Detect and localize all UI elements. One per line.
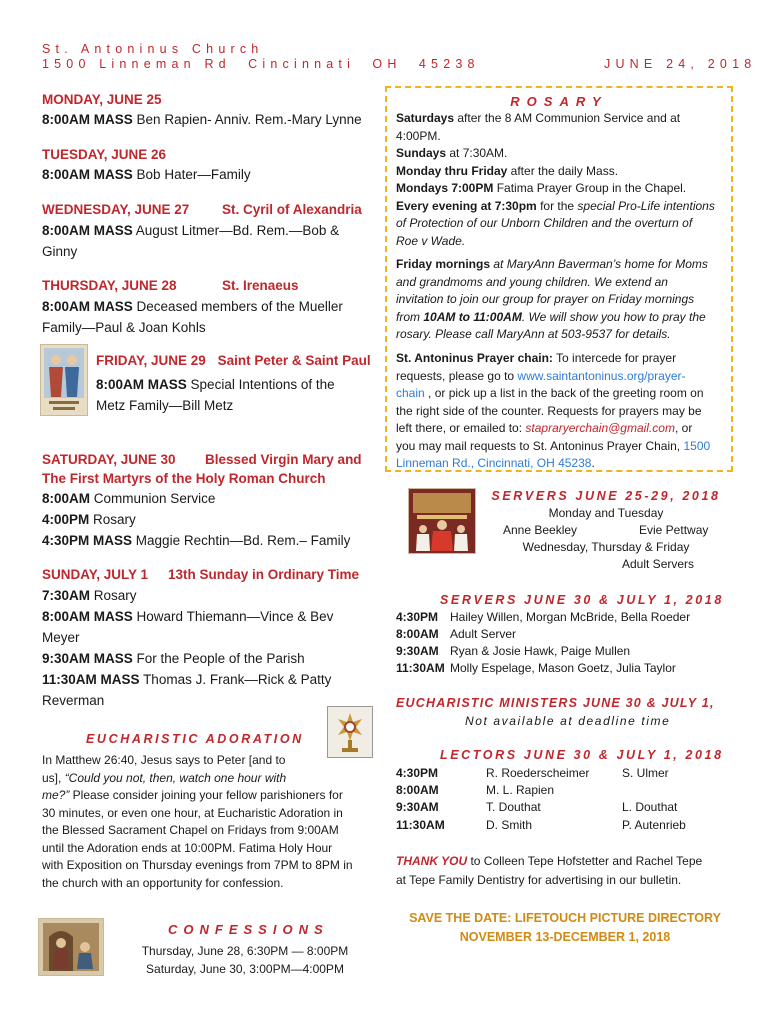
ministers-note: Not available at deadline time [465, 714, 671, 728]
tuesday-mass [42, 164, 251, 185]
saturday-heading: SATURDAY, JUNE 30 [42, 452, 176, 467]
servers-weekend-names-2: Adult Server [450, 627, 517, 641]
lectors-first-3: T. Douthat [486, 800, 541, 814]
thursday-mass [42, 296, 343, 317]
sunday-row-3-time: 9:30AM MASS [42, 651, 133, 666]
thursday-heading: THURSDAY, JUNE 28 [42, 278, 177, 293]
lectors-title: LECTORS JUNE 30 & JULY 1, 2018 [440, 748, 724, 762]
saturday-row-1-text: Communion Service [93, 491, 216, 506]
lectors-second-3: L. Douthat [622, 800, 678, 814]
sunday-row-2-text-2: Meyer [42, 630, 80, 645]
monday-heading: MONDAY, JUNE 25 [42, 92, 162, 107]
sunday-row-2-time: 8:00AM MASS [42, 609, 133, 624]
prayer-chain-line-6 [396, 438, 726, 456]
servers-week-line-3: Wednesday, Thursday & Friday [522, 540, 690, 554]
prayer-chain-line-2a: requests, please go to [396, 368, 518, 383]
sunday-row-1-text: Rosary [93, 588, 137, 603]
altar-servers-image [408, 488, 476, 554]
rosary-saturdays: Saturdays [396, 111, 455, 125]
lectors-second-1: S. Ulmer [622, 766, 669, 780]
adoration-line-3b: Please consider joining your fellow parishioners for [69, 788, 343, 802]
adoration-line-8: the church with an opportunity for confession. [42, 875, 284, 890]
wednesday-mass [42, 220, 339, 241]
thursday-feast: St. Irenaeus [222, 278, 299, 293]
thanks-text-1: to Colleen Tepe Hofstetter and Rachel Tepe [467, 854, 703, 868]
friday-mornings-lead: Friday mornings [396, 257, 491, 271]
adoration-quote-1: “Could you not, then, watch one hour with [64, 770, 287, 785]
prayer-chain-url-end[interactable]: chain [396, 386, 425, 400]
prayer-chain-line-5a: left there, or emailed to: [396, 421, 526, 435]
saturday-feast-1: Blessed Virgin Mary and [205, 452, 362, 467]
rosary-line-7: of Protection of our Unborn Children and the overturn of [396, 216, 693, 230]
rosary-line-3 [396, 145, 726, 163]
friday-mornings-line-1b: at MaryAnn Baverman’s home for Moms [490, 257, 708, 271]
prayer-chain-email[interactable]: stapraryerchain@gmail.com [525, 421, 675, 435]
thanks-lead: THANK YOU [396, 854, 468, 868]
prayer-chain-url[interactable]: www.saintantoninus.org/prayer- [517, 368, 686, 383]
save-the-date-line-1: SAVE THE DATE: LIFETOUCH PICTURE DIRECTORY [409, 911, 721, 925]
saints-peter-paul-image [40, 344, 88, 416]
sunday-row-2-text: Howard Thiemann—Vince & Bev [136, 609, 334, 624]
lectors-time-2: 8:00AM [396, 783, 439, 797]
ministers-title: EUCHARISTIC MINISTERS JUNE 30 & JULY 1, [396, 696, 715, 710]
confessions-title: CONFESSIONS [168, 922, 329, 937]
saturday-row-2-text: Rosary [93, 512, 136, 527]
confession-image [38, 918, 104, 976]
prayer-chain-line-1b: To intercede for prayer [552, 351, 677, 365]
friday-feast: Saint Peter & Saint Paul [217, 353, 371, 368]
friday-mornings-line-4 [396, 309, 726, 327]
wednesday-mass-time: 8:00AM MASS [42, 223, 133, 238]
saturday-row-3-text: Maggie Rechtin—Bd. Rem.– Family [135, 533, 351, 548]
friday-mornings-line-4c: . We will show you how to pray the [521, 309, 706, 324]
rosary-line-4 [396, 163, 726, 181]
prayer-chain-line-6a: you may mail requests to St. Antoninus Prayer Chain, [396, 438, 684, 453]
adoration-title: EUCHARISTIC ADORATION [86, 732, 304, 746]
church-address: 1500 Linneman Rd Cincinnati OH 45238 [42, 57, 480, 71]
tuesday-mass-intention: Bob Hater—Family [136, 167, 251, 182]
prayer-chain-line-7b: . [591, 456, 595, 470]
rosary-line-1b: after the 8 AM Communion Service and at [454, 111, 681, 125]
rosary-line-6 [396, 198, 726, 216]
lectors-time-3: 9:30AM [396, 800, 439, 814]
rosary-line-6b: for the [536, 198, 578, 213]
bulletin-date: JUNE 24, 2018 [604, 57, 757, 71]
prayer-chain-line-7 [396, 455, 726, 473]
prayer-chain-line-5 [396, 420, 726, 438]
thursday-mass-intention-2: Family—Paul & Joan Kohls [42, 320, 206, 335]
saturday-row-1-time: 8:00AM [42, 491, 91, 506]
save-the-date-line-2: NOVEMBER 13-DECEMBER 1, 2018 [459, 930, 671, 944]
friday-mass-intention-2: Metz Family—Bill Metz [96, 398, 234, 413]
lectors-second-4: P. Autenrieb [622, 818, 686, 832]
prayer-chain-line-3b: , or pick up a list in the back of the greeting room on [424, 386, 704, 400]
lectors-first-2: M. L. Rapien [486, 783, 555, 797]
adoration-line-2a: us], [42, 770, 65, 785]
thanks-line-1 [396, 853, 702, 871]
friday-mass [96, 374, 370, 395]
rosary-weekdays: Monday thru Friday [396, 163, 508, 178]
servers-week-name-2: Evie Pettway [639, 523, 709, 537]
adoration-text [42, 752, 372, 892]
prayer-chain-line-3 [396, 385, 726, 403]
prayer-chain-line-4: the right side of the counter. Requests for prayers may be [396, 403, 702, 418]
wednesday-heading: WEDNESDAY, JUNE 27 [42, 202, 190, 217]
thursday-mass-time: 8:00AM MASS [42, 299, 133, 314]
adoration-line-7: with Exposition on Thursday evenings from 7PM to 8PM in [42, 858, 353, 872]
friday-mornings-line-3: invitation to join our group for prayer on Friday mornings [396, 292, 695, 306]
rosary-line-3b: at 7:30AM. [446, 146, 508, 160]
confessions-line-2: Saturday, June 30, 3:00PM—4:00PM [146, 962, 344, 976]
adoration-quote-2: me?” [42, 788, 70, 802]
friday-mass-time: 8:00AM MASS [96, 377, 187, 392]
friday-mornings-text [396, 256, 726, 344]
friday-mornings-line-1 [396, 256, 726, 274]
sunday-row-3 [42, 648, 305, 669]
servers-weekend-names-4: Molly Espelage, Mason Goetz, Julia Taylor [450, 661, 676, 675]
saturday-feast-2: The First Martyrs of the Holy Roman Church [42, 471, 326, 486]
thanks-line-2: at Tepe Family Dentistry for advertising in our bulletin. [396, 873, 682, 887]
sunday-heading: SUNDAY, JULY 1 [42, 567, 149, 582]
saturday-row-2 [42, 509, 136, 530]
rosary-line-4b: after the daily Mass. [507, 163, 619, 178]
sunday-row-4-time: 11:30AM MASS [42, 672, 140, 687]
servers-weekend-title: SERVERS JUNE 30 & JULY 1, 2018 [440, 593, 724, 607]
rosary-line-2: 4:00PM. [396, 128, 441, 143]
servers-weekend-time-4: 11:30AM [396, 661, 445, 675]
tuesday-mass-time: 8:00AM MASS [42, 167, 133, 182]
sunday-row-1-time: 7:30AM [42, 588, 91, 603]
saturday-row-1 [42, 488, 215, 509]
servers-week-title: SERVERS JUNE 25-29, 2018 [491, 489, 721, 503]
wednesday-mass-intention: August Litmer—Bd. Rem.—Bob & [135, 223, 340, 238]
friday-heading-row [96, 353, 371, 368]
adoration-line-5: the Blessed Sacrament Chapel on Fridays from 9:00AM [42, 823, 339, 837]
friday-mornings-line-2: and grandmoms and young children. We extend an [396, 274, 668, 289]
friday-mornings-line-5: rosary. Please call MaryAnn at 503-9537 for details. [396, 327, 671, 341]
lectors-time-1: 4:30PM [396, 766, 439, 780]
prayer-chain-line-1 [396, 350, 726, 368]
rosary-every-evening: Every evening at 7:30pm [396, 198, 537, 213]
adoration-line-6: until the Adoration ends at 10:00PM. Fatima Holy Hour [42, 840, 333, 855]
monday-mass [42, 109, 362, 130]
servers-weekend-names-3: Ryan & Josie Hawk, Paige Mullen [450, 644, 631, 658]
rosary-prolife: special Pro-Life intentions [577, 198, 715, 213]
prayer-chain-address-1[interactable]: 1500 [683, 438, 711, 453]
church-name: St. Antoninus Church [42, 42, 264, 56]
lectors-time-4: 11:30AM [396, 818, 445, 832]
saturday-row-3-time: 4:30PM MASS [42, 533, 133, 548]
rosary-line-5 [396, 180, 726, 198]
adoration-line-1: In Matthew 26:40, Jesus says to Peter [and to [42, 753, 286, 767]
friday-mornings-line-4a: from [396, 309, 424, 324]
prayer-chain-line-2 [396, 368, 726, 386]
rosary-line-1 [396, 110, 726, 128]
friday-mornings-time: 10AM to 11:00AM [423, 309, 522, 324]
lectors-first-1: R. Roederscheimer [486, 766, 590, 780]
sunday-row-4-text-2: Reverman [42, 693, 105, 708]
sunday-row-4 [42, 669, 331, 690]
rosary-mondays: Mondays 7:00PM [396, 181, 494, 195]
adoration-line-3 [42, 787, 372, 805]
saturday-row-3 [42, 530, 350, 551]
prayer-chain-address-2[interactable]: Linneman Rd., Cincinnati, OH 45238 [396, 456, 592, 470]
servers-weekend-time-3: 9:30AM [396, 644, 439, 658]
adoration-line-2 [42, 770, 372, 788]
sunday-row-3-text: For the People of the Parish [136, 651, 305, 666]
sunday-row-2 [42, 606, 333, 627]
sunday-feast: 13th Sunday in Ordinary Time [168, 567, 360, 582]
saturday-row-2-time: 4:00PM [42, 512, 90, 527]
monday-mass-intention: Ben Rapien- Anniv. Rem.-Mary Lynne [136, 112, 362, 127]
servers-weekend-time-2: 8:00AM [396, 627, 439, 641]
thursday-mass-intention: Deceased members of the Mueller [136, 299, 343, 314]
confessions-line-1: Thursday, June 28, 6:30PM — 8:00PM [141, 944, 349, 958]
lectors-first-4: D. Smith [486, 818, 533, 832]
friday-mass-intention: Special Intentions of the [190, 377, 335, 392]
monstrance-image [327, 706, 373, 758]
rosary-line-8: Roe v Wade. [396, 233, 466, 248]
servers-week-line-4: Adult Servers [622, 557, 695, 571]
servers-week-line-1: Monday and Tuesday [548, 506, 664, 520]
prayer-chain-lead: St. Antoninus Prayer chain: [396, 351, 553, 365]
rosary-title: ROSARY [510, 94, 608, 109]
prayer-chain-line-5c: , or [674, 421, 693, 435]
sunday-row-1 [42, 585, 137, 606]
rosary-line-5b: Fatima Prayer Group in the Chapel. [493, 181, 687, 195]
sunday-row-4-text: Thomas J. Frank—Rick & Patty [143, 672, 332, 687]
wednesday-feast: St. Cyril of Alexandria [222, 202, 362, 217]
rosary-schedule [396, 110, 726, 250]
friday-heading: FRIDAY, JUNE 29 [96, 353, 206, 368]
servers-weekend-time-1: 4:30PM [396, 610, 439, 624]
adoration-line-4: 30 minutes, or even one hour, at Eucharistic Adoration in [42, 805, 343, 820]
rosary-sundays: Sundays [396, 146, 447, 160]
tuesday-heading: TUESDAY, JUNE 26 [42, 147, 167, 162]
servers-week-name-1: Anne Beekley [503, 523, 578, 537]
prayer-chain-text [396, 350, 726, 473]
servers-weekend-names-1: Hailey Willen, Morgan McBride, Bella Roeder [450, 610, 691, 624]
monday-mass-time: 8:00AM MASS [42, 112, 133, 127]
wednesday-mass-intention-2: Ginny [42, 244, 78, 259]
